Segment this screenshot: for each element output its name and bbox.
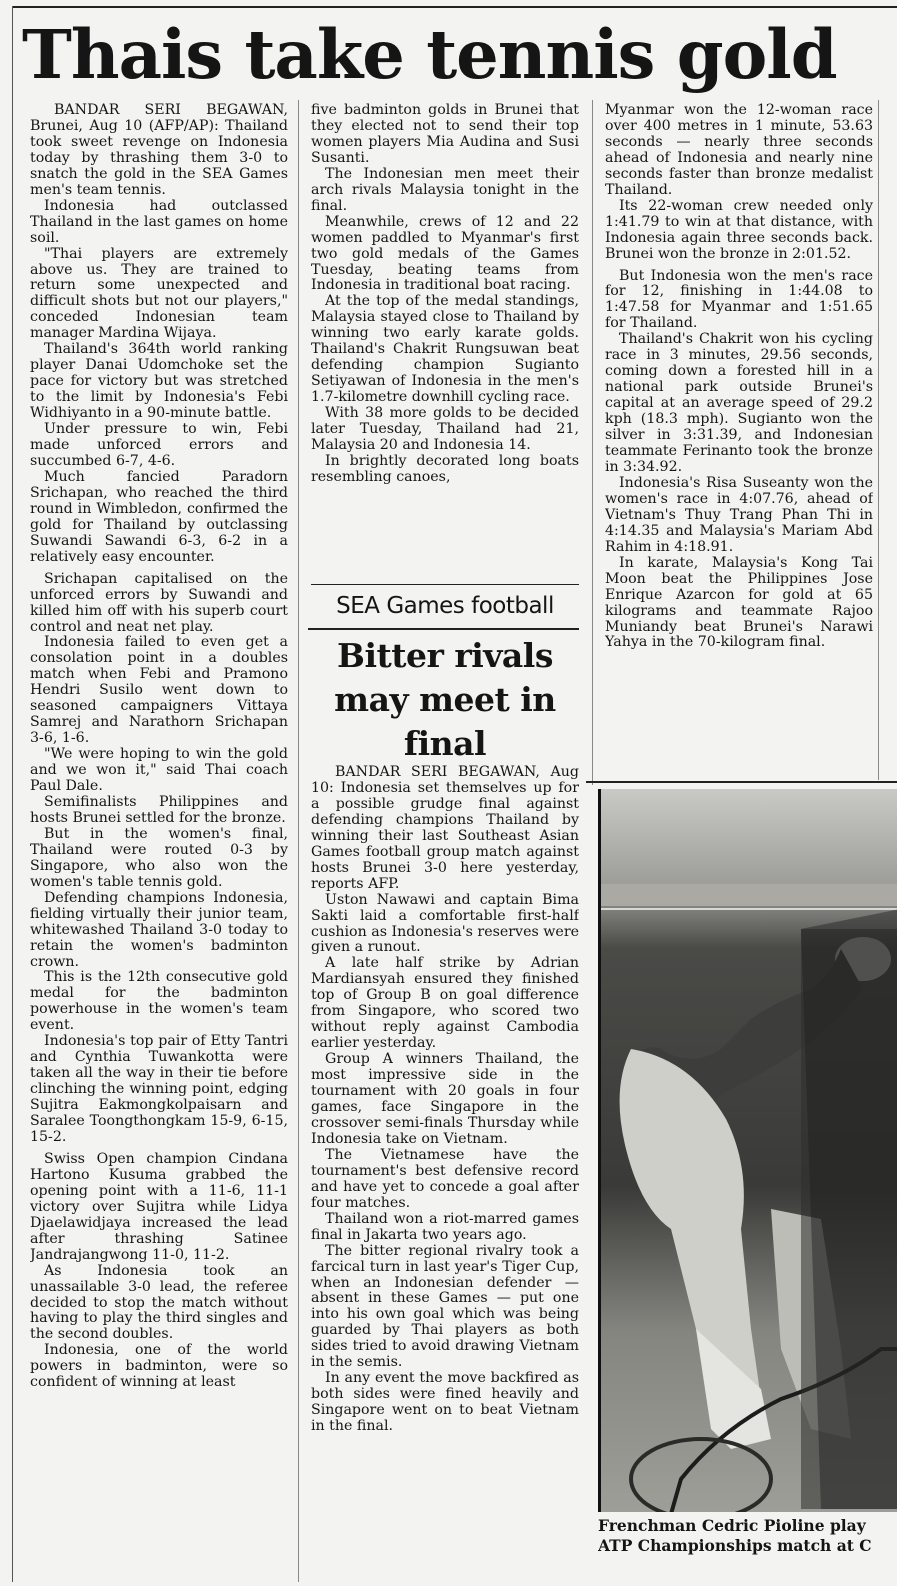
paragraph: Srichapan capitalised on the unforced errors by Suwandi and killed him off with his superb court control and neat net play. <box>30 570 288 635</box>
article-column-3 <box>605 103 873 779</box>
paragraph: Indonesia's Risa Suseanty won the women's race in 4:07.76, ahead of Vietnam's Thuy Trang Phan Thi in 4:14.35 and Malaysia's Mariam Abd Rahim in 4:18.91. <box>605 474 873 555</box>
sidebar-top-rule <box>311 584 579 585</box>
paragraph: BANDAR SERI BEGAWAN, Brunei, Aug 10 (AFP/AP): Thailand took sweet revenge on Indonesia today by thrashing them 3-0 to snatch the gold in the SEA Games men's team tennis. <box>30 103 288 198</box>
photo-top-rule <box>586 781 897 783</box>
paragraph: But Indonesia won the men's race for 12, finishing in 1:44.08 to 1:47.58 for Myanmar and 1:51.65 for Thailand. <box>605 267 873 332</box>
left-rule <box>12 6 13 1582</box>
paragraph: In brightly decorated long boats resembling canoes, <box>311 452 579 485</box>
top-rule <box>12 6 897 8</box>
paragraph: Meanwhile, crews of 12 and 22 women paddled to Myanmar's first two gold medals of the Games Tuesday, beating teams from Indonesia in traditional boat racing. <box>311 213 579 294</box>
column-divider <box>878 100 879 780</box>
paragraph: Semifinalists Philippines and hosts Brunei settled for the bronze. <box>30 793 288 826</box>
paragraph: five badminton golds in Brunei that they elected not to send their top women players Mia Audina and Susi Susanti. <box>311 103 579 166</box>
paragraph: This is the 12th consecutive gold medal for the badminton powerhouse in the women's team event. <box>30 969 288 1034</box>
sidebar-rule <box>308 628 579 630</box>
caption-line: ATP Championships match at C <box>598 1536 872 1555</box>
paragraph: Its 22-woman crew needed only 1:41.79 to win at that distance, with Indonesia again three seconds back. Brunei won the bronze in 2:01.52. <box>605 197 873 262</box>
headline: Thais take tennis gold <box>22 15 837 94</box>
paragraph: Thailand's 364th world ranking player Danai Udomchoke set the pace for victory but was stretched to the limit by Indonesia's Febi Widhiyanto in a 90-minute battle. <box>30 341 288 422</box>
paragraph: Much fancied Paradorn Srichapan, who reached the third round in Wimbledon, confirmed the gold for Thailand by outclassing Suwandi Sawandi 6-3, 6-2 in a relatively easy encounter. <box>30 468 288 565</box>
paragraph: Swiss Open champion Cindana Hartono Kusuma grabbed the opening point with a 11-6, 11-1 victory over Sujitra while Lidya Djaelawidjaya increased the lead after thrashing Satinee Jandrajangwong 11-0, 11-2. <box>30 1150 288 1263</box>
paragraph: Myanmar won the 12-woman race over 400 metres in 1 minute, 53.63 seconds — nearly three seconds ahead of Indonesia and nearly nine seconds faster than bronze medalist Thailand. <box>605 103 873 198</box>
paragraph: The Indonesian men meet their arch rivals Malaysia tonight in the final. <box>311 165 579 214</box>
paragraph: Defending champions Indonesia, fielding virtually their junior team, whitewashed Thailand 3-0 today to retain the women's badminton crown. <box>30 889 288 970</box>
column-divider <box>592 100 593 785</box>
paragraph: Indonesia failed to even get a consolation point in a doubles match when Febi and Pramono Hendri Susilo went down to seasoned campaigners Vittaya Samrej and Narathorn Srichapan 3-6, 1-6. <box>30 634 288 747</box>
paragraph: But in the women's final, Thailand were routed 0-3 by Singapore, who also won the women's table tennis gold. <box>30 825 288 890</box>
sidebar-kicker: SEA Games football <box>336 593 554 619</box>
paragraph: Indonesia, one of the world powers in badminton, were so confident of winning at least <box>30 1342 288 1391</box>
photo-image <box>601 789 897 1512</box>
paragraph: In any event the move backfired as both sides were fined heavily and Singapore went on to beat Vietnam in the final. <box>311 1370 579 1435</box>
paragraph: BANDAR SERI BEGAWAN, Aug 10: Indonesia set themselves up for a possible grudge final against defending champions Thailand by winning their last Southeast Asian Games football group match against hosts Brunei 3-0 here yesterday, reports AFP. <box>311 765 579 892</box>
paragraph: Indonesia had outclassed Thailand in the last games on home soil. <box>30 197 288 246</box>
column-divider <box>298 100 299 1582</box>
paragraph: As Indonesia took an unassailable 3-0 lead, the referee decided to stop the match without having to play the third singles and the second doubles. <box>30 1262 288 1343</box>
sidebar-headline: Bitter rivals may meet in final <box>334 636 556 763</box>
paragraph: "Thai players are extremely above us. They are trained to return some unexpected and difficult shots but not our players," conceded Indonesian team manager Mardina Wijaya. <box>30 245 288 342</box>
paragraph: "We were hoping to win the gold and we won it," said Thai coach Paul Dale. <box>30 746 288 795</box>
paragraph: Thailand's Chakrit won his cycling race in 3 minutes, 29.56 seconds, coming down a forested hill in a national park outside Brunei's capital at an average speed of 29.2 kph (18.3 mph). Sugianto won the silver in 3:31.39, and Indonesian teammate Ferinanto took the bronze in 3:34.92. <box>605 331 873 475</box>
paragraph: Indonesia's top pair of Etty Tantri and Cynthia Tuwankotta were taken all the way in their tie before clinching the winning point, edging Sujitra Eakmongkolpaisarn and Saralee Toongthongkam 15-9, 6-15, 15-2. <box>30 1033 288 1145</box>
sidebar-article-body <box>311 765 579 1581</box>
paragraph: Group A winners Thailand, the most impressive side in the tournament with 20 goals in four games, face Singapore in the crossover semi-finals Thursday while Indonesia take on Vietnam. <box>311 1051 579 1147</box>
article-column-2 <box>311 103 579 581</box>
photo-caption <box>598 1512 897 1586</box>
paragraph: A late half strike by Adrian Mardiansyah ensured they finished top of Group B on goal difference from Singapore, who scored two without reply against Cambodia earlier yesterday. <box>311 955 579 1052</box>
paragraph: Uston Nawawi and captain Bima Sakti laid a comfortable first-half cushion as Indonesia's reserves were given a runout. <box>311 891 579 956</box>
paragraph: Thailand won a riot-marred games final in Jakarta two years ago. <box>311 1210 579 1243</box>
article-column-1 <box>30 103 288 1581</box>
paragraph: With 38 more golds to be decided later Tuesday, Thailand had 21, Malaysia 20 and Indonesia 14. <box>311 405 579 454</box>
paragraph: In karate, Malaysia's Kong Tai Moon beat the Philippines Jose Enrique Azarcon for gold at 65 kilograms and teammate Rajoo Muniandy beat Brunei's Narawi Yahya in the 70-kilogram final. <box>605 554 873 651</box>
paragraph: Under pressure to win, Febi made unforced errors and succumbed 6-7, 4-6. <box>30 421 288 469</box>
paragraph: At the top of the medal standings, Malaysia stayed close to Thailand by winning two early karate golds. Thailand's Chakrit Rungsuwan beat defending champion Sugianto Setiyawan of Indonesia in the men's 1.7-kilometre downhill cycling race. <box>311 293 579 406</box>
paragraph: The Vietnamese have the tournament's best defensive record and have yet to concede a goal after four matches. <box>311 1146 579 1211</box>
caption-line: Frenchman Cedric Pioline play <box>598 1516 866 1535</box>
paragraph: The bitter regional rivalry took a farcical turn in last year's Tiger Cup, when an Indonesian defender — absent in these Games — put one into his own goal which was being guarded by Thai players as both sides tried to avoid drawing Vietnam in the semis. <box>311 1242 579 1371</box>
tennis-player-photo <box>598 789 897 1512</box>
